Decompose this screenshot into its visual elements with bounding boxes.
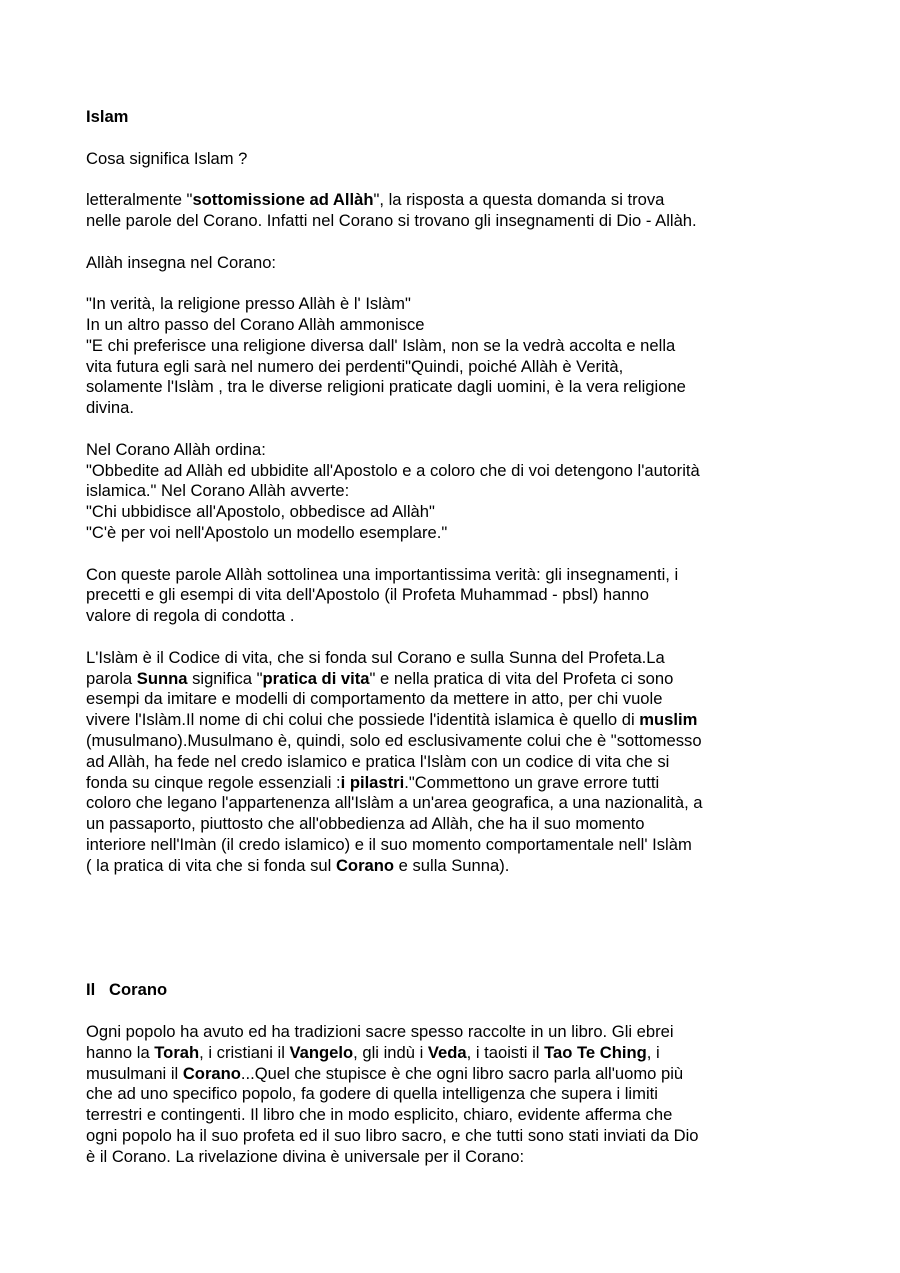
section-title-islam: Islam bbox=[86, 107, 129, 126]
bold-term: pratica di vita bbox=[262, 668, 370, 688]
text-line: parola Sunna significa "pratica di vita" e nella pratica di vita del Profeta ci sono bbox=[86, 668, 674, 688]
bold-term: Veda bbox=[427, 1042, 467, 1062]
question-line: Cosa significa Islam ? bbox=[86, 148, 248, 168]
text-line: terrestri e contingenti. Il libro che in modo esplicito, chiaro, evidente afferma che bbox=[86, 1105, 673, 1125]
text-line: "In verità, la religione presso Allàh è l' Islàm" bbox=[86, 294, 411, 314]
text-line: "Obbedite ad Allàh ed ubbidite all'Apostolo e a coloro che di voi detengono l'autorità bbox=[86, 460, 700, 480]
text-line: ad Allàh, ha fede nel credo islamico e pratica l'Islàm con un codice di vita che si bbox=[86, 751, 670, 771]
bold-term: muslim bbox=[639, 710, 698, 730]
text-line: musulmani il Corano...Quel che stupisce è che ogni libro sacro parla all'uomo più bbox=[86, 1063, 684, 1083]
text-line: Ogni popolo ha avuto ed ha tradizioni sacre spesso raccolte in un libro. Gli ebrei bbox=[86, 1022, 674, 1042]
text-line: solamente l'Islàm , tra le diverse religioni praticate dagli uomini, è la vera religione bbox=[86, 377, 686, 397]
section-title-corano: Il Corano bbox=[86, 980, 168, 1000]
paragraph-truth bbox=[86, 565, 766, 627]
bold-term: sottomissione ad Allàh bbox=[192, 190, 374, 210]
bold-term: Corano bbox=[335, 855, 395, 875]
text-line: vivere l'Islàm.Il nome di chi colui che possiede l'identità islamica è quello di muslim bbox=[86, 710, 698, 730]
text-line: nelle parole del Corano. Infatti nel Corano si trovano gli insegnamenti di Dio - Allàh. bbox=[86, 210, 697, 230]
text-line: è il Corano. La rivelazione divina è universale per il Corano: bbox=[86, 1146, 525, 1166]
paragraph-sacred-books bbox=[86, 1022, 766, 1168]
text-line: letteralmente "sottomissione ad Allàh", la risposta a questa domanda si trova bbox=[86, 190, 665, 210]
text-line: "E chi preferisce una religione diversa dall' Islàm, non se la vedrà accolta e nella bbox=[86, 335, 676, 355]
text-line: hanno la Torah, i cristiani il Vangelo, gli indù i Veda, i taoisti il Tao Te Ching, i bbox=[86, 1042, 660, 1062]
text-line: precetti e gli esempi di vita dell'Apostolo (il Profeta Muhammad - pbsl) hanno bbox=[86, 585, 650, 605]
text-line: che ad uno specifico popolo, fa godere di quella intelligenza che supera i limiti bbox=[86, 1084, 658, 1104]
paragraph-meaning bbox=[86, 190, 766, 232]
paragraph-verses bbox=[86, 294, 766, 419]
text-line: valore di regola di condotta . bbox=[86, 606, 295, 626]
text-line: ogni popolo ha il suo profeta ed il suo libro sacro, e che tutti sono stati inviati da Dio bbox=[86, 1126, 699, 1146]
paragraph-code-of-life bbox=[86, 648, 766, 877]
bold-term: Vangelo bbox=[289, 1042, 354, 1062]
bold-term: Corano bbox=[182, 1063, 241, 1083]
paragraph-orders bbox=[86, 440, 766, 544]
text-line: interiore nell'Imàn (il credo islamico) e il suo momento comportamentale nell' Islàm bbox=[86, 834, 692, 854]
text-line: un passaporto, piuttosto che all'obbedienza ad Allàh, che ha il suo momento bbox=[86, 814, 645, 834]
bold-term: Tao Te Ching bbox=[544, 1042, 647, 1062]
text-line: Nel Corano Allàh ordina: bbox=[86, 439, 266, 459]
text-line: vita futura egli sarà nel numero dei perdenti"Quindi, poiché Allàh è Verità, bbox=[86, 356, 624, 376]
text-line: Con queste parole Allàh sottolinea una importantissima verità: gli insegnamenti, i bbox=[86, 564, 679, 584]
bold-term: i pilastri bbox=[340, 772, 405, 792]
text-line: "Chi ubbidisce all'Apostolo, obbedisce ad Allàh" bbox=[86, 502, 435, 522]
bold-term: Torah bbox=[154, 1042, 200, 1062]
paragraph-teaches: Allàh insegna nel Corano: bbox=[86, 252, 277, 272]
text-line: "C'è per voi nell'Apostolo un modello esemplare." bbox=[86, 522, 448, 542]
text-line: islamica." Nel Corano Allàh avverte: bbox=[86, 481, 350, 501]
text-line: In un altro passo del Corano Allàh ammonisce bbox=[86, 314, 425, 334]
text-line: divina. bbox=[86, 398, 134, 418]
text-line: fonda su cinque regole essenziali :i pilastri."Commettono un grave errore tutti bbox=[86, 772, 660, 792]
text-line: coloro che legano l'appartenenza all'Islàm a un'area geografica, a una nazionalità, a bbox=[86, 793, 703, 813]
bold-term: Sunna bbox=[136, 668, 188, 688]
text-line: (musulmano).Musulmano è, quindi, solo ed esclusivamente colui che è "sottomesso bbox=[86, 730, 702, 750]
text-line: L'Islàm è il Codice di vita, che si fonda sul Corano e sulla Sunna del Profeta.La bbox=[86, 647, 665, 667]
text-line: esempi da imitare e modelli di comportamento da mettere in atto, per chi vuole bbox=[86, 689, 663, 709]
document-body bbox=[86, 107, 766, 1168]
text-line: ( la pratica di vita che si fonda sul Corano e sulla Sunna). bbox=[86, 855, 510, 875]
